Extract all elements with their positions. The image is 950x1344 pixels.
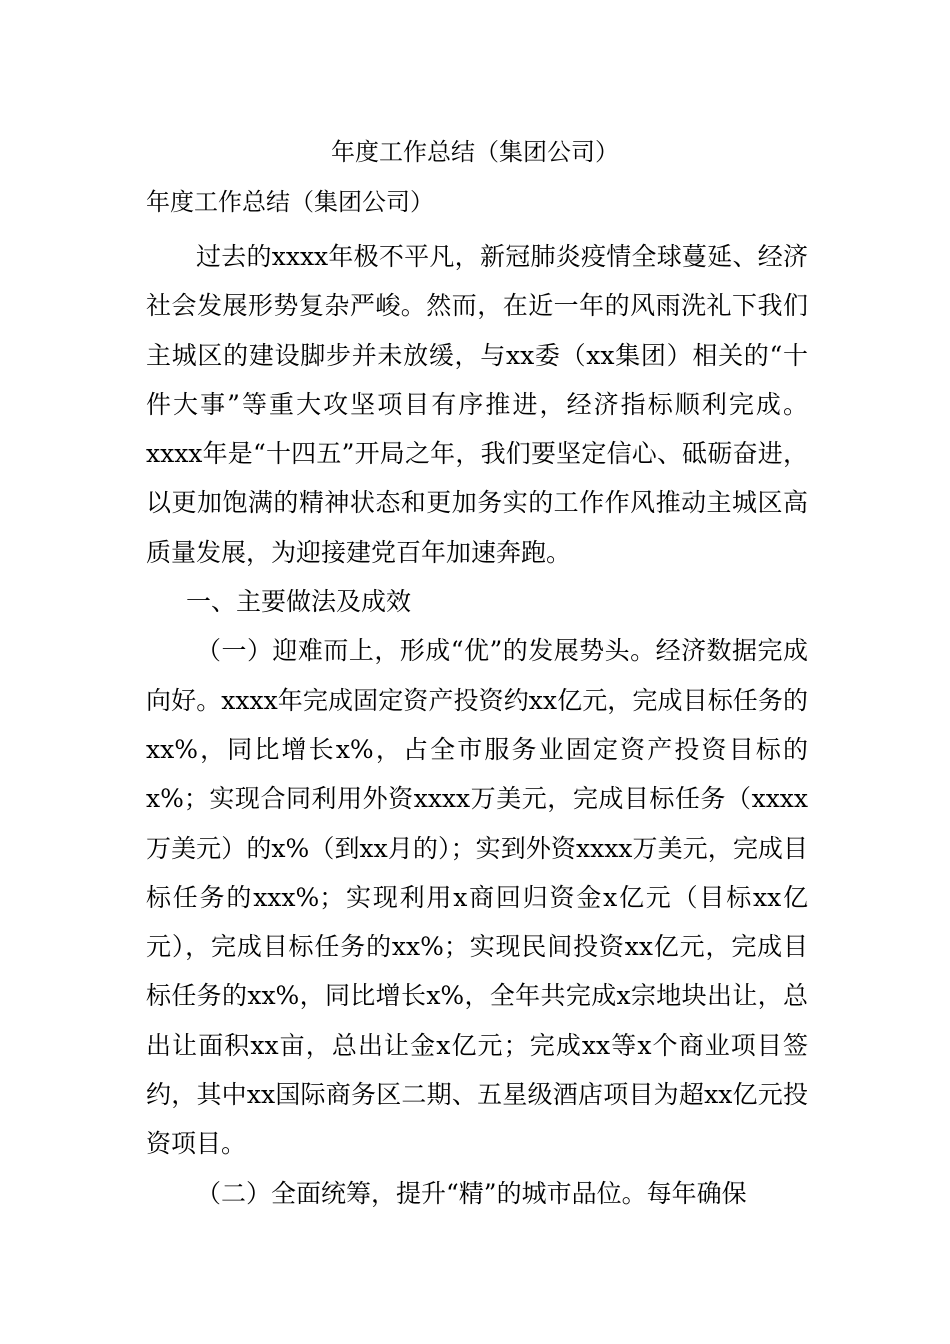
section-heading: 一、主要做法及成效 [186, 587, 412, 617]
document-body [146, 232, 808, 1218]
paragraph-section-2: （二）全面统筹，提升“精”的城市品位。每年确保 [196, 1178, 747, 1208]
document-title: 年度工作总结（集团公司） [331, 138, 619, 166]
paragraph-intro: 过去的xxxx年极不平凡，新冠肺炎疫情全球蔓延、经济社会发展形势复杂严峻。然而，在近一年的风雨洗礼下我们主城区的建设脚步并未放缓，与xx委（xx集团）相关的“十件大事”等重大攻坚项目有序推进，经济指标顺利完成。xxxx年是“十四五”开局之年，我们要坚定信心、砥砺奋进，以更加饱满的精神状态和更加务实的工作作风推动主城区高质量发展，为迎接建党百年加速奔跑。 [146, 242, 808, 567]
paragraph-section-1: （一）迎难而上，形成“优”的发展势头。经济数据完成向好。xxxx年完成固定资产投资约xx亿元，完成目标任务的xx%，同比增长x%，占全市服务业固定资产投资目标的x%；实现合同利用外资xxxx万美元，完成目标任务（xxxx万美元）的x%（到xx月的）；实到外资xxxx万美元，完成目标任务的xxx%；实现利用x商回归资金x亿元（目标xx亿元），完成目标任务的xx%；实现民间投资xx亿元，完成目标任务的xx%，同比增长x%，全年共完成x宗地块出让，总出让面积xx亩，总出让金x亿元；完成xx等x个商业项目签约，其中xx国际商务区二期、五星级酒店项目为超xx亿元投资项目。 [146, 636, 808, 1159]
document-subtitle: 年度工作总结（集团公司） [146, 188, 434, 216]
